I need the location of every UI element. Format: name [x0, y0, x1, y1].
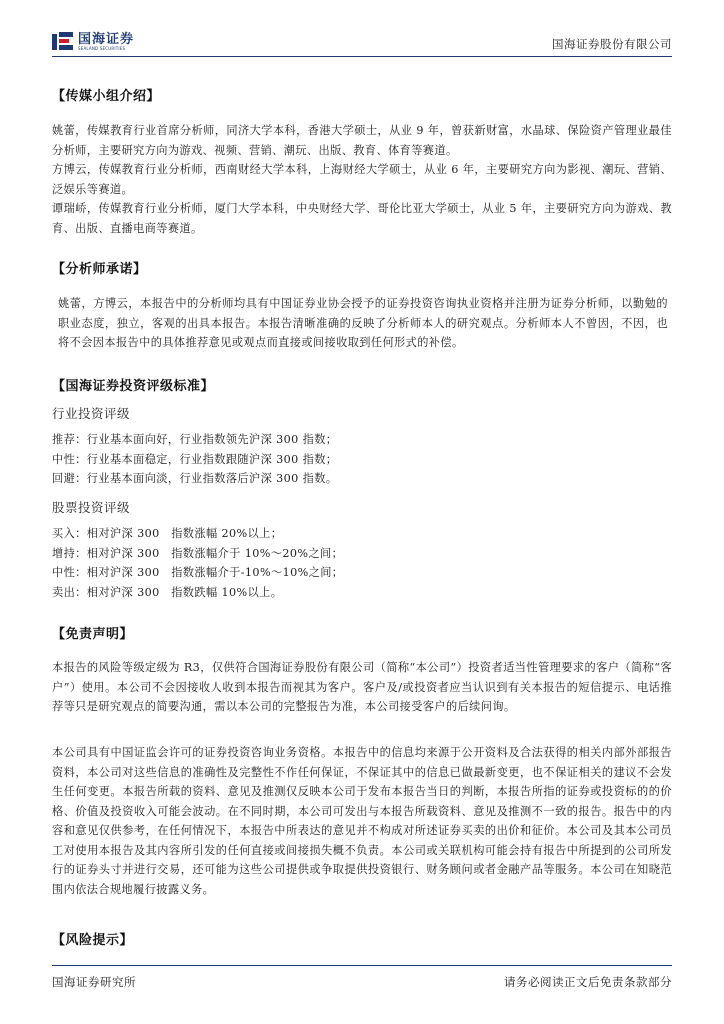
- header-divider: [52, 56, 672, 57]
- stock-rating-item: 卖出：相对沪深 300 指数跌幅 10%以上。: [52, 585, 283, 599]
- header-company-name: 国海证券股份有限公司: [552, 37, 672, 51]
- stock-rating-list: [52, 524, 672, 602]
- section-title-disclaimer: 【免责声明】: [52, 627, 134, 642]
- industry-rating-item: 中性：行业基本面稳定，行业指数跟随沪深 300 指数；: [52, 452, 338, 466]
- footer-divider: [52, 965, 672, 966]
- disclaimer-paragraph-2: 本公司具有中国证监会许可的证券投资咨询业务资格。本报告中的信息均来源于公开资料及合法获得的相关内部外部报告资料，本公司对这些信息的准确性及完整性不作任何保证，不保证其中的信息已做最新变更，也不保证相关的建议不会发生任何变更。本报告所载的资料、意见及推测仅反映本公司于发布本报告当日的判断，本报告所指的证券或投资标的的价格、价值及投资收入可能会波动。在不同时期，本公司可发出与本报告所载资料、意见及推测不一致的报告。报告中的内容和意见仅供参考，在任何情况下，本报告中所表达的意见并不构成对所述证券买卖的出价和征价。本公司及其本公司员工对使用本报告及其内容所引发的任何直接或间接损失概不负责。本公司或关联机构可能会持有报告中所提到的公司所发行的证券头寸并进行交易，还可能为这些公司提供或争取提供投资银行、财务顾问或者金融产品等服务。本公司在知晓范围内依法合规地履行披露义务。: [52, 746, 672, 896]
- industry-rating-title: 行业投资评级: [52, 406, 131, 421]
- logo-mark-icon: [52, 32, 74, 52]
- stock-rating-item: 中性：相对沪深 300 指数涨幅介于-10%～10%之间；: [52, 566, 344, 579]
- page-header: [52, 30, 672, 56]
- section-title-commitment: 【分析师承诺】: [52, 262, 147, 277]
- disclaimer-paragraph-1: 本报告的风险等级定级为 R3，仅供符合国海证券股份有限公司（简称“本公司”）投资者适当性管理要求的客户（简称“客户”）使用。本公司不会因接收人收到本报告而视其为客户。客户及/或投资者应当认识到有关本报告的短信提示、电话推荐等只是研究观点的简要沟通，需以本公司的完整报告为准，本公司接受客户的后续问询。: [52, 661, 672, 713]
- industry-rating-list: [52, 430, 672, 489]
- team-member-1: 姚蕾，传媒教育行业首席分析师，同济大学本科，香港大学硕士，从业 9 年，曾获新财富，水晶球、保险资产管理业最佳分析师，主要研究方向为游戏、视频、营销、潮玩、出版、教育、体育等赛道。: [52, 124, 672, 157]
- footer-notice: 请务必阅读正文后免责条款部分: [504, 975, 672, 989]
- team-member-2: 方博云，传媒教育行业分析师，西南财经大学本科，上海财经大学硕士，从业 6 年，主要研究方向为影视、潮玩、营销、泛娱乐等赛道。: [52, 163, 672, 196]
- company-logo: [52, 32, 134, 52]
- commitment-text: 姚蕾，方博云，本报告中的分析师均具有中国证券业协会授予的证券投资咨询执业资格并注册为证券分析师，以勤勉的职业态度，独立，客观的出具本报告。本报告清晰准确的反映了分析师本人的研究观点。分析师本人不曾因，不因，也将不会因本报告中的具体推荐意见或观点而直接或间接收取到任何形式的补偿。: [58, 297, 668, 349]
- stock-rating-title: 股票投资评级: [52, 500, 131, 515]
- industry-rating-item: 回避：行业基本面向淡，行业指数落后沪深 300 指数。: [52, 472, 338, 485]
- team-member-3: 谭瑞峤，传媒教育行业分析师，厦门大学本科，中央财经大学、哥伦比亚大学硕士，从业 5 年，主要研究方向为游戏、教育、出版、直播电商等赛道。: [52, 202, 672, 235]
- footer-institute: 国海证券研究所: [52, 975, 136, 989]
- stock-rating-item: 增持：相对沪深 300 指数涨幅介于 10%～20%之间；: [52, 546, 344, 560]
- section-title-rating: 【国海证券投资评级标准】: [52, 379, 215, 394]
- stock-rating-item: 买入：相对沪深 300 指数涨幅 20%以上；: [52, 527, 283, 540]
- logo-cn-text: 国海证券: [78, 32, 135, 47]
- industry-rating-item: 推荐：行业基本面向好，行业指数领先沪深 300 指数；: [52, 433, 338, 446]
- section-title-risk: 【风险提示】: [52, 933, 134, 948]
- logo-en-text: SEALAND SECURITIES: [78, 46, 126, 51]
- team-paragraphs: [52, 121, 672, 238]
- section-title-team: 【传媒小组介绍】: [52, 89, 161, 104]
